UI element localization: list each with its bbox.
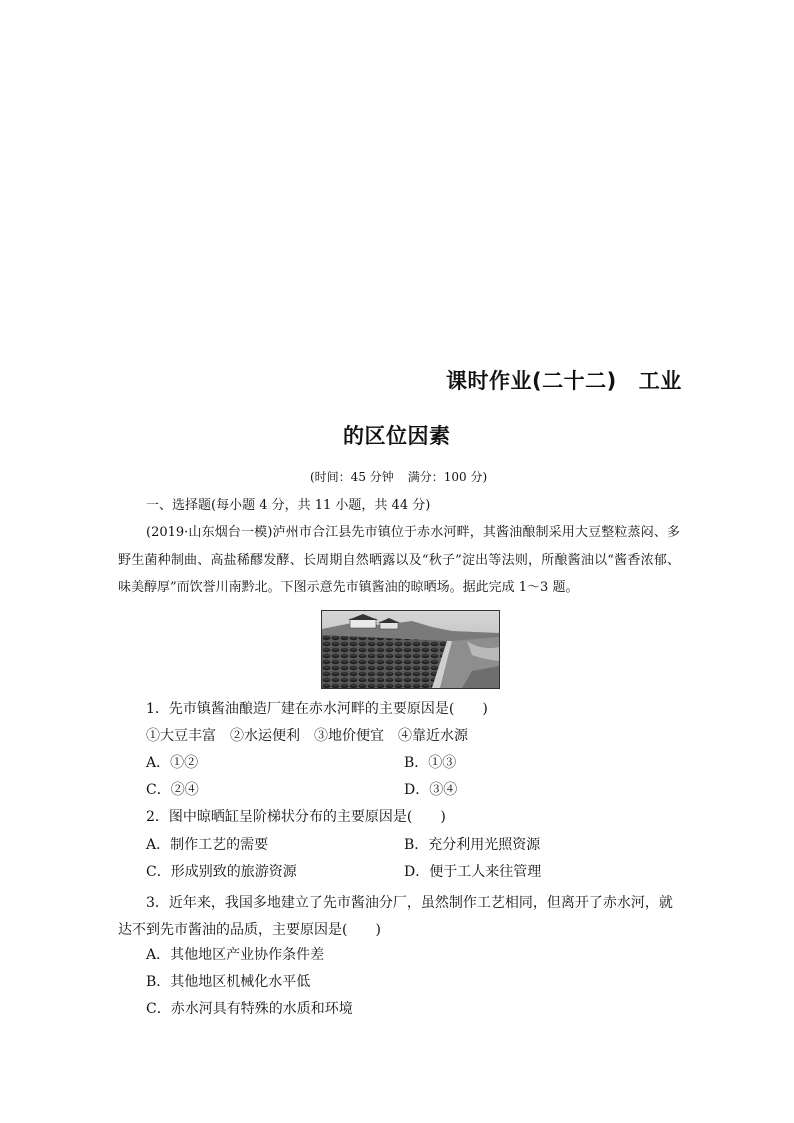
- q2-option-b[interactable]: B．充分利用光照资源: [404, 837, 541, 853]
- q2-option-a[interactable]: A．制作工艺的需要: [146, 837, 269, 853]
- section-heading: 一、选择题(每小题 4 分，共 11 小题，共 44 分): [146, 498, 431, 513]
- drying-field-photo: [321, 610, 500, 689]
- title-part1: 课时作业(二十二): [446, 369, 617, 393]
- question-3-stem: 3．近年来，我国多地建立了先市酱油分厂，虽然制作工艺相同，但离开了赤水河，就达不到先市酱油的品质，主要原因是( ): [118, 895, 673, 938]
- q3-option-b[interactable]: B．其他地区机械化水平低: [146, 974, 311, 990]
- statement-1: ①大豆丰富: [146, 728, 216, 744]
- drying-field-photo-illustration: [322, 611, 499, 688]
- q3-option-c[interactable]: C．赤水河具有特殊的水质和环境: [146, 1001, 353, 1017]
- exam-meta: [310, 468, 487, 485]
- full-score: 满分：100 分): [407, 470, 488, 484]
- question-1-statements: [146, 725, 482, 745]
- question-1-stem: 1．先市镇酱油酿造厂建在赤水河畔的主要原因是( ): [146, 701, 488, 717]
- q2-option-c[interactable]: C．形成别致的旅游资源: [146, 864, 297, 880]
- q1-option-a[interactable]: A．①②: [146, 755, 199, 771]
- q2-option-d[interactable]: D．便于工人来往管理: [404, 864, 542, 880]
- intro-paragraph: (2019·山东烟台一模)泸州市合江县先市镇位于赤水河畔，其酱油酿制采用大豆整粒蒸闷、多野生菌种制曲、高盐稀醪发酵、长周期自然晒露以及“秋子”淀出等法则，所酿酱油以“酱香浓郁、味美醇厚”而饮誉川南黔北。下图示意先市镇酱油的晾晒场。据此完成 1～3 题。: [118, 525, 680, 595]
- q3-option-a[interactable]: A．其他地区产业协作条件差: [146, 947, 325, 963]
- question-2-stem: 2．图中晾晒缸呈阶梯状分布的主要原因是( ): [146, 809, 446, 825]
- title-part2: 工业: [638, 369, 682, 393]
- statement-2: ②水运便利: [230, 728, 300, 744]
- q1-option-b[interactable]: B．①③: [404, 755, 457, 771]
- statement-4: ④靠近水源: [398, 728, 468, 744]
- q1-option-c[interactable]: C．②④: [146, 782, 199, 798]
- page-title-line2: 的区位因素: [343, 424, 451, 448]
- statement-3: ③地价便宜: [314, 728, 384, 744]
- q1-option-d[interactable]: D．③④: [404, 782, 458, 798]
- time-limit: (时间：45 分钟: [310, 470, 394, 484]
- page-title: [446, 365, 682, 395]
